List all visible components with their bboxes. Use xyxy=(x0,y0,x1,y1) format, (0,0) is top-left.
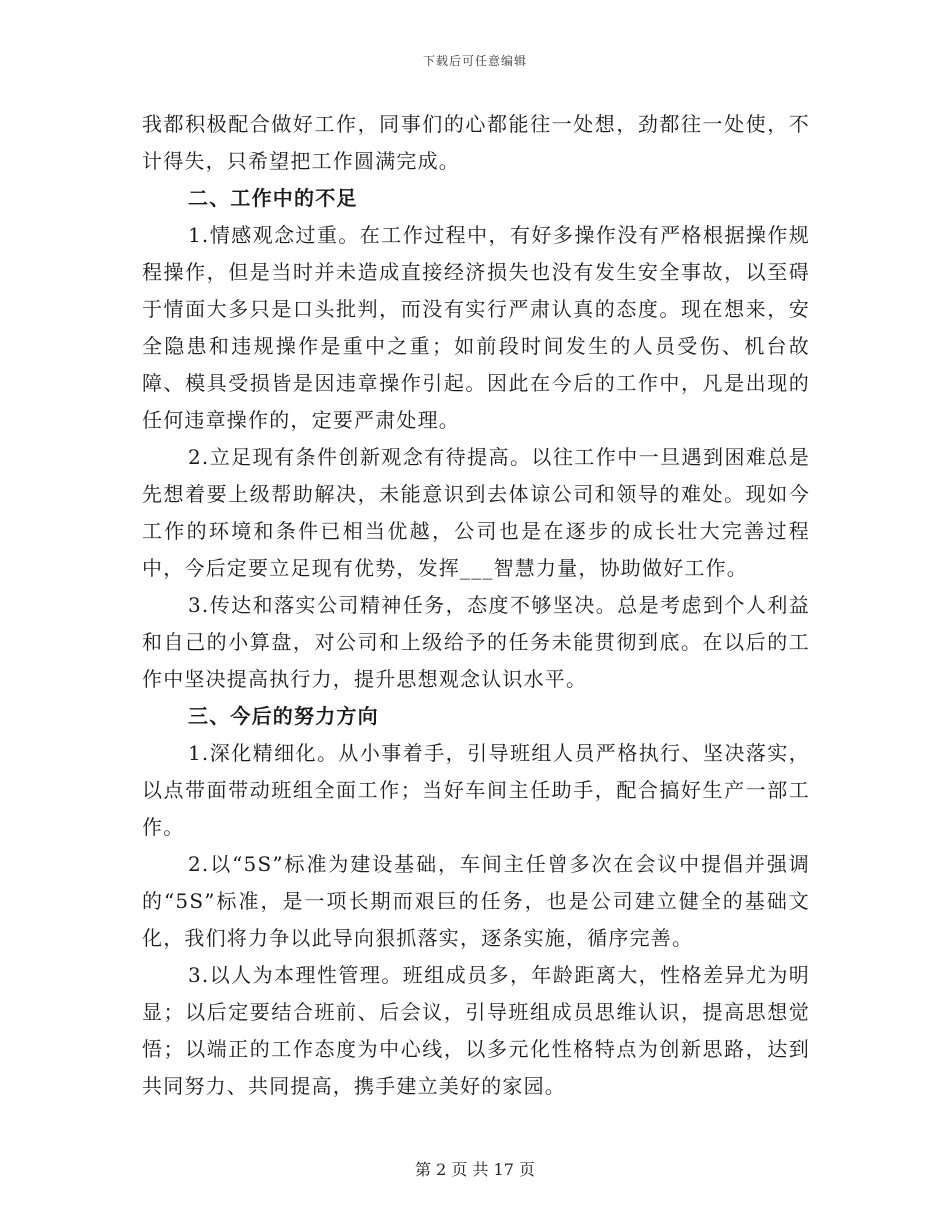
direction-item-1: 1.深化精细化。从小事着手，引导班组人员严格执行、坚决落实，以点带面带动班组全面工作；当好车间主任助手，配合搞好生产一部工作。 xyxy=(142,741,810,839)
section-heading-shortcomings: 二、工作中的不足 xyxy=(188,186,358,210)
direction-item-3: 3.以人为本理性管理。班组成员多，年龄距离大，性格差异尤为明显；以后定要结合班前、后会议，引导班组成员思维认识，提高思想觉悟；以端正的工作态度为中心线，以多元化性格特点为创新思路，达到共同努力、共同提高，携手建立美好的家园。 xyxy=(142,963,810,1098)
intro-paragraph: 我都积极配合做好工作，同事们的心都能往一处想，劲都往一处使，不计得失，只希望把工作圆满完成。 xyxy=(142,112,810,173)
shortcoming-item-1: 1.情感观念过重。在工作过程中，有好多操作没有严格根据操作规程操作，但是当时并未造成直接经济损失也没有发生安全事故，以至碍于情面大多只是口头批判，而没有实行严肃认真的态度。现在想来，安全隐患和违规操作是重中之重；如前段时间发生的人员受伤、机台故障、模具受损皆是因违章操作引起。因此在今后的工作中，凡是出现的任何违章操作的，定要严肃处理。 xyxy=(142,223,810,432)
page-footer: 第 2 页 共 17 页 xyxy=(415,1160,535,1179)
shortcoming-item-2: 2.立足现有条件创新观念有待提高。以往工作中一旦遇到困难总是先想着要上级帮助解决，未能意识到去体谅公司和领导的难处。现如今工作的环境和条件已相当优越，公司也是在逐步的成长壮大完善过程中，今后定要立足现有优势，发挥___智慧力量，协助做好工作。 xyxy=(142,445,810,580)
shortcoming-item-3: 3.传达和落实公司精神任务，态度不够坚决。总是考虑到个人利益和自己的小算盘，对公司和上级给予的任务未能贯彻到底。在以后的工作中坚决提高执行力，提升思想观念认识水平。 xyxy=(142,593,810,691)
section-heading-direction: 三、今后的努力方向 xyxy=(188,704,379,728)
direction-item-2: 2.以“5S”标准为建设基础，车间主任曾多次在会议中提倡并强调的“5S”标准，是一项长期而艰巨的任务，也是公司建立健全的基础文化，我们将力争以此导向狠抓落实，逐条实施，循序完善。 xyxy=(142,852,810,950)
document-body xyxy=(142,106,810,1105)
page-header: 下载后可任意编辑 xyxy=(422,54,527,68)
